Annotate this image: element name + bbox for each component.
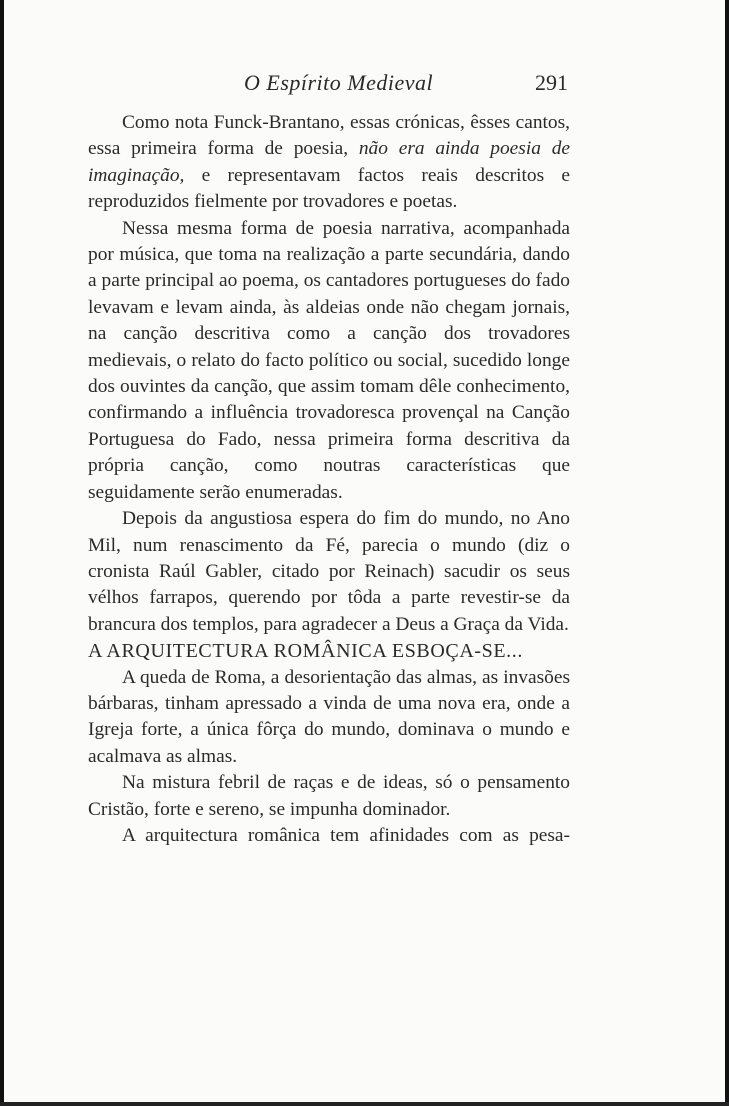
section-heading: A ARQUITECTURA ROMÂNICA ESBOÇA-SE...	[88, 640, 523, 663]
paragraph-2: Nessa mesma forma de poesia narrativa, acompanhada por música, que toma na realização a parte secundária, dando a parte principal ao poema, os cantadores portugueses do fado levavam e levam ainda, às aldeias onde não chegam jornais, na canção descritiva como a canção dos trovadores medievais, o relato do facto político ou social, sucedido longe dos ouvintes da canção, que assim tomam dêle conhecimento, confirmando a influência trovadoresca provençal na Canção Portuguesa do Fado, nessa primeira forma descritiva da própria canção, como noutras características que seguidamente serão enumeradas.	[88, 217, 570, 503]
running-title: O Espírito Medieval	[244, 70, 434, 95]
paragraph-1-emphasis: não era ainda poesia de imaginação,	[88, 138, 570, 186]
body-text	[88, 110, 570, 849]
scan-border-bottom	[0, 1102, 729, 1106]
paragraph-1-end: e representavam factos reais descritos e reproduzidos fielmente por trovadores e poetas.	[88, 164, 570, 213]
paragraph-1-start: Como nota Funck-Brantano, essas crónicas, êsses cantos, essa primeira forma de poesia,	[88, 112, 570, 160]
paragraph-4: A queda de Roma, a desorientação das almas, as invasões bárbaras, tinham apressado a vinda de uma nova era, onde a Igreja forte, a única fôrça do mundo, dominava o mundo e acalmava as almas.	[88, 666, 570, 767]
paragraph-3: Depois da angustiosa espera do fim do mundo, no Ano Mil, num renascimento da Fé, parecia o mundo (diz o cronista Raúl Gabler, citado por Reinach) sacudir os seus vélhos farrapos, querendo por tôda a parte revestir-se da brancura dos templos, para agradecer a Deus a Graça da Vida.	[88, 508, 570, 635]
paragraph-6: A arquitectura românica tem afinidades com as pesa-	[122, 824, 570, 846]
paragraph-1	[88, 110, 570, 216]
scan-border-right	[725, 0, 729, 1106]
page-number: 291	[535, 70, 568, 95]
paragraph-5: Na mistura febril de raças e de ideas, só o pensamento Cristão, forte e sereno, se impunha dominador.	[88, 772, 570, 820]
scan-border-left	[0, 0, 4, 1106]
